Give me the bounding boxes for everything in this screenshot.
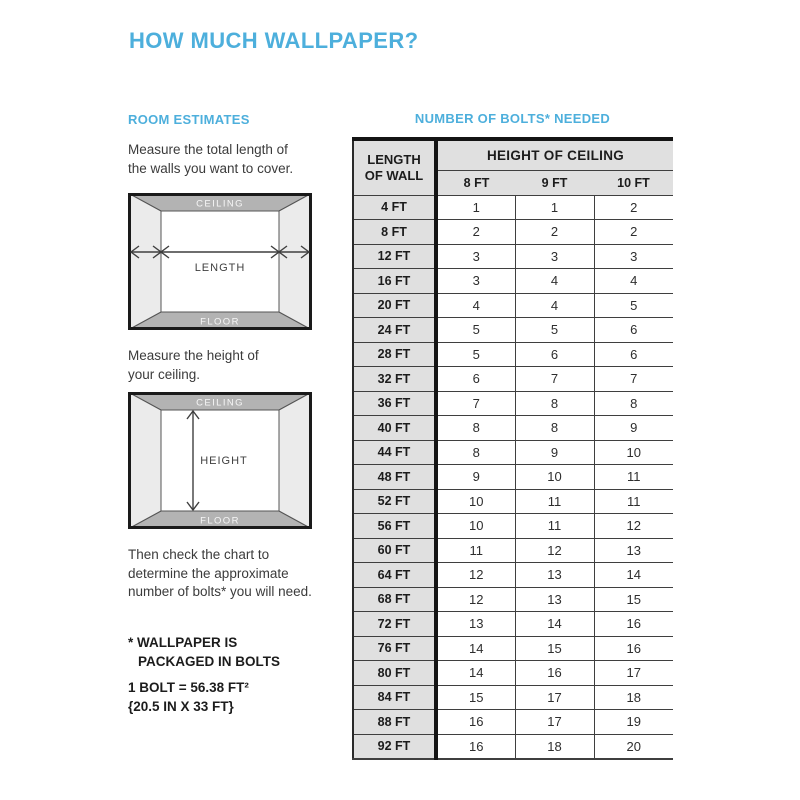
wall-length-cell: 56 FT (353, 514, 436, 539)
bolt-count-cell: 8 (436, 416, 515, 441)
bolt-count-cell: 8 (515, 416, 594, 441)
bolt-count-cell: 13 (515, 563, 594, 588)
wall-length-cell: 4 FT (353, 195, 436, 220)
bolt-count-cell: 10 (594, 440, 673, 465)
bolt-count-cell: 4 (594, 269, 673, 294)
bolt-count-cell: 16 (594, 612, 673, 637)
floor-label: FLOOR (200, 515, 240, 527)
bolt-count-cell: 9 (594, 416, 673, 441)
bolt-count-cell: 7 (436, 391, 515, 416)
bolt-count-cell: 7 (594, 367, 673, 392)
left-wall-surface (128, 392, 161, 529)
bolt-count-cell: 13 (515, 587, 594, 612)
bolts-table-body (353, 195, 673, 759)
room-length-diagram (128, 193, 312, 330)
bolt-count-cell: 2 (594, 195, 673, 220)
bolts-table-heading: NUMBER OF BOLTS* NEEDED (414, 111, 611, 126)
footnote-line1: * WALLPAPER IS (128, 635, 238, 650)
wall-length-cell: 52 FT (353, 489, 436, 514)
bolt-count-cell: 17 (515, 685, 594, 710)
step2-line2: your ceiling. (128, 366, 201, 382)
table-row (353, 587, 673, 612)
wall-length-cell: 24 FT (353, 318, 436, 343)
bolt-count-cell: 2 (436, 220, 515, 245)
bolt-count-cell: 11 (436, 538, 515, 563)
bolt-count-cell: 14 (515, 612, 594, 637)
bolt-count-cell: 20 (594, 734, 673, 759)
bolt-count-cell: 3 (436, 244, 515, 269)
wall-length-cell: 76 FT (353, 636, 436, 661)
bolt-count-cell: 10 (515, 465, 594, 490)
table-row (353, 661, 673, 686)
bolt-count-cell: 17 (515, 710, 594, 735)
bolt-count-cell: 5 (515, 318, 594, 343)
column-header-8ft: 8 FT (436, 170, 515, 195)
table-row (353, 293, 673, 318)
wall-length-cell: 40 FT (353, 416, 436, 441)
bolt-count-cell: 6 (515, 342, 594, 367)
bolt-count-cell: 6 (436, 367, 515, 392)
bolt-count-cell: 4 (515, 293, 594, 318)
step3-line3: number of bolts* you will need. (128, 584, 312, 599)
bolt-count-cell: 2 (515, 220, 594, 245)
wall-length-cell: 84 FT (353, 685, 436, 710)
ceiling-label: CEILING (196, 397, 244, 409)
bolts-table (352, 137, 673, 760)
wall-length-cell: 28 FT (353, 342, 436, 367)
height-dimension-label: HEIGHT (200, 455, 248, 467)
wall-length-cell: 8 FT (353, 220, 436, 245)
bolt-count-cell: 5 (436, 342, 515, 367)
bolt-count-cell: 15 (594, 587, 673, 612)
bolt-count-cell: 14 (436, 661, 515, 686)
table-row (353, 244, 673, 269)
bolt-count-cell: 2 (594, 220, 673, 245)
wall-length-cell: 12 FT (353, 244, 436, 269)
ceiling-label: CEILING (196, 198, 244, 210)
wall-length-cell: 72 FT (353, 612, 436, 637)
table-row (353, 612, 673, 637)
step1-line1: Measure the total length of (128, 142, 288, 157)
right-wall-surface (279, 193, 312, 330)
wall-length-cell: 16 FT (353, 269, 436, 294)
bolt-count-cell: 17 (594, 661, 673, 686)
table-row (353, 318, 673, 343)
bolt-count-cell: 9 (515, 440, 594, 465)
wall-length-cell: 36 FT (353, 391, 436, 416)
step3-line2: determine the approximate (128, 565, 289, 581)
bolt-count-cell: 3 (515, 244, 594, 269)
column-header-10ft: 10 FT (594, 170, 673, 195)
bolt-count-cell: 19 (594, 710, 673, 735)
right-wall-surface (279, 392, 312, 529)
wallpaper-bolts-footnote (128, 633, 280, 671)
bolt-count-cell: 13 (594, 538, 673, 563)
step2-text (128, 347, 259, 384)
table-row (353, 367, 673, 392)
table-row (353, 342, 673, 367)
bolt-count-cell: 1 (436, 195, 515, 220)
bolt-count-cell: 12 (436, 563, 515, 588)
room-estimates-heading: ROOM ESTIMATES (128, 112, 250, 127)
bolt-count-cell: 4 (436, 293, 515, 318)
table-row (353, 710, 673, 735)
wall-length-cell: 88 FT (353, 710, 436, 735)
table-row (353, 416, 673, 441)
left-wall-surface (128, 193, 161, 330)
table-row (353, 391, 673, 416)
bolt-count-cell: 8 (436, 440, 515, 465)
table-row (353, 269, 673, 294)
bolt-count-cell: 5 (436, 318, 515, 343)
bolt-count-cell: 10 (436, 514, 515, 539)
bolt-count-cell: 11 (594, 465, 673, 490)
bolt-count-cell: 5 (594, 293, 673, 318)
bolt-count-cell: 6 (594, 342, 673, 367)
bolt-count-cell: 7 (515, 367, 594, 392)
column-header-9ft: 9 FT (515, 170, 594, 195)
room-height-diagram (128, 392, 312, 529)
length-of-wall-line2: OF WALL (364, 167, 424, 183)
step3-text (128, 546, 312, 602)
bolt-count-cell: 12 (594, 514, 673, 539)
bolt-count-cell: 18 (594, 685, 673, 710)
length-of-wall-line1: LENGTH (367, 151, 421, 167)
bolt-count-cell: 16 (594, 636, 673, 661)
bolt-count-cell: 8 (594, 391, 673, 416)
table-row (353, 489, 673, 514)
bolt-count-cell: 15 (436, 685, 515, 710)
bolt-count-cell: 10 (436, 489, 515, 514)
table-row (353, 563, 673, 588)
length-of-wall-header (353, 139, 436, 195)
bolt-count-cell: 11 (594, 489, 673, 514)
bolt-count-cell: 9 (436, 465, 515, 490)
bolt-count-cell: 12 (436, 587, 515, 612)
bolt-count-cell: 15 (515, 636, 594, 661)
wall-length-cell: 68 FT (353, 587, 436, 612)
table-row (353, 734, 673, 759)
wall-length-cell: 60 FT (353, 538, 436, 563)
wall-length-cell: 48 FT (353, 465, 436, 490)
bolt-count-cell: 14 (594, 563, 673, 588)
table-row (353, 514, 673, 539)
page-title: HOW MUCH WALLPAPER? (129, 28, 419, 53)
step1-text (128, 141, 293, 178)
bolt-size-line2: {20.5 IN X 33 FT} (128, 699, 234, 714)
wall-length-cell: 32 FT (353, 367, 436, 392)
bolt-count-cell: 8 (515, 391, 594, 416)
height-of-ceiling-header: HEIGHT OF CEILING (436, 139, 673, 170)
bolt-count-cell: 16 (515, 661, 594, 686)
bolt-count-cell: 1 (515, 195, 594, 220)
wall-length-cell: 92 FT (353, 734, 436, 759)
bolt-count-cell: 4 (515, 269, 594, 294)
bolt-count-cell: 11 (515, 514, 594, 539)
footnote-line2: PACKAGED IN BOLTS (138, 654, 281, 669)
bolt-count-cell: 16 (436, 710, 515, 735)
wall-length-cell: 64 FT (353, 563, 436, 588)
length-dimension-label: LENGTH (194, 262, 246, 274)
wall-length-cell: 44 FT (353, 440, 436, 465)
wall-length-cell: 80 FT (353, 661, 436, 686)
table-row (353, 195, 673, 220)
table-row (353, 685, 673, 710)
table-row (353, 465, 673, 490)
table-row (353, 538, 673, 563)
table-row (353, 440, 673, 465)
table-row (353, 220, 673, 245)
bolt-count-cell: 14 (436, 636, 515, 661)
table-row (353, 636, 673, 661)
step2-line1: Measure the height of (128, 348, 259, 363)
bolt-count-cell: 16 (436, 734, 515, 759)
bolt-count-cell: 11 (515, 489, 594, 514)
bolt-count-cell: 12 (515, 538, 594, 563)
step1-line2: the walls you want to cover. (128, 160, 294, 176)
bolt-count-cell: 13 (436, 612, 515, 637)
bolt-count-cell: 3 (594, 244, 673, 269)
step3-line1: Then check the chart to (128, 547, 270, 562)
bolt-count-cell: 3 (436, 269, 515, 294)
bolt-count-cell: 18 (515, 734, 594, 759)
bolt-size-line1: 1 BOLT = 56.38 FT² (128, 680, 249, 695)
floor-label: FLOOR (200, 316, 240, 328)
wall-length-cell: 20 FT (353, 293, 436, 318)
bolt-size-info (128, 678, 249, 716)
bolt-count-cell: 6 (594, 318, 673, 343)
